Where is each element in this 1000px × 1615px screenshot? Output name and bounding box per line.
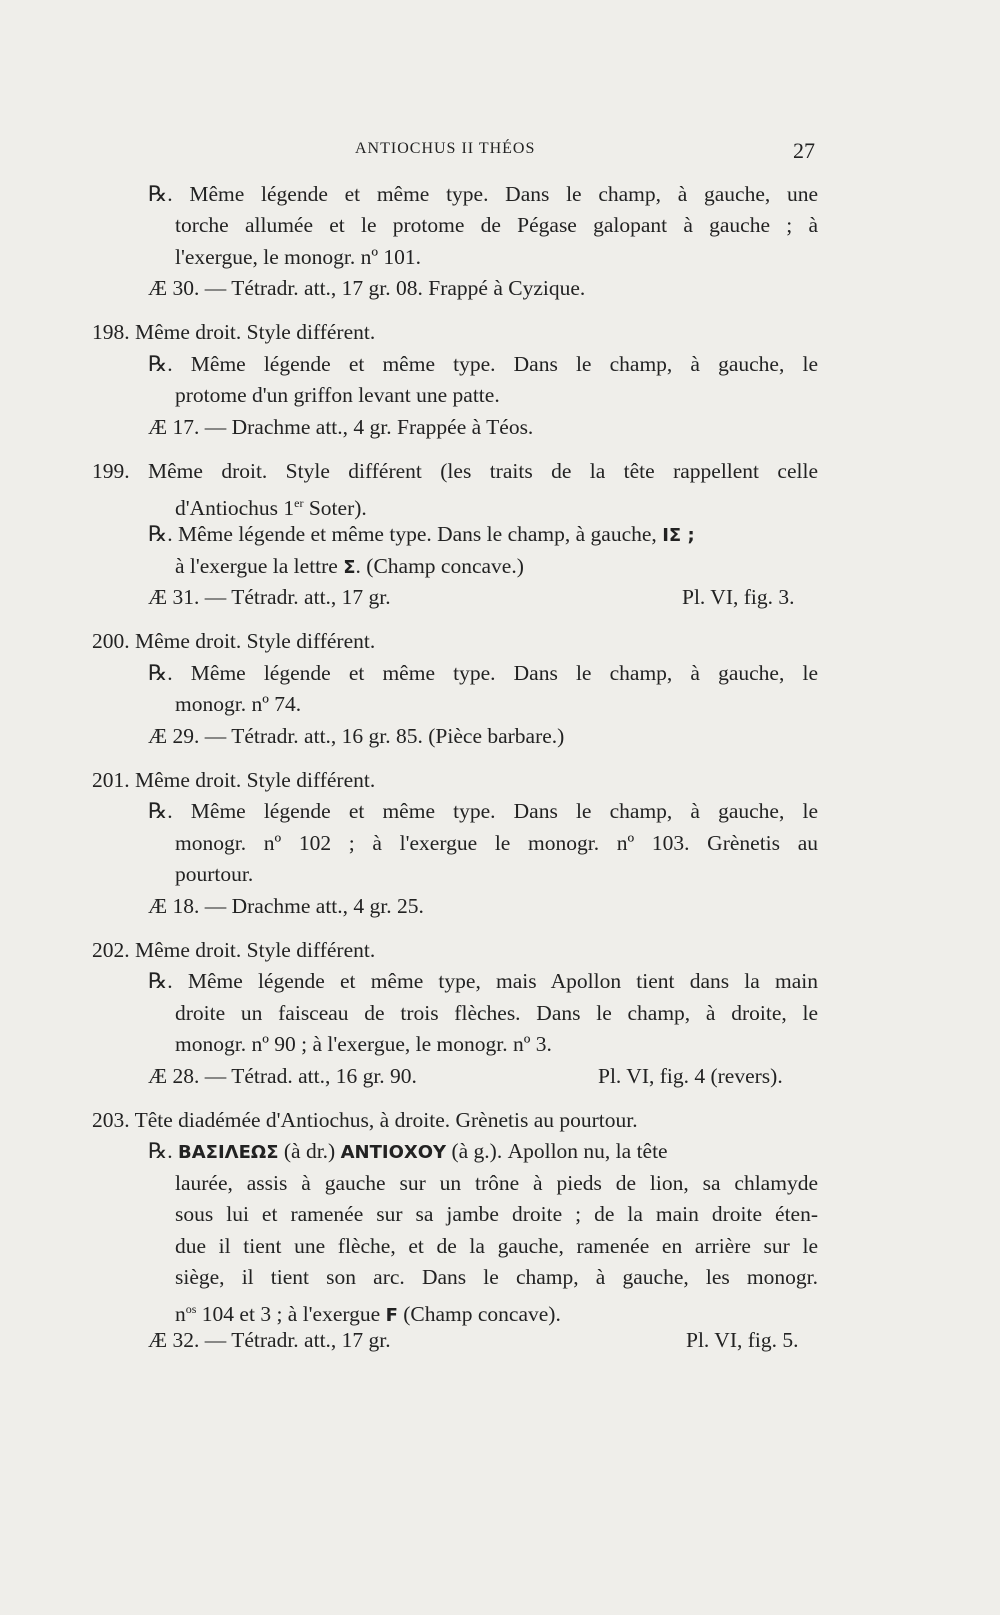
greek-legend: ΑΝΤΙΟΧΟΥ	[340, 1142, 447, 1163]
plate-reference: Pl. VI, fig. 3.	[682, 585, 795, 609]
greek-letters: Σ	[343, 557, 356, 578]
text-line: torche allumée et le protome de Pégase galopant à gauche ; à	[175, 213, 818, 237]
text-line: Æ 28. — Tétrad. att., 16 gr. 90.	[148, 1064, 417, 1088]
greek-legend: ΒΑΣΙΛΕΩΣ	[178, 1142, 279, 1163]
text-line: sous lui et ramenée sur sa jambe droite ; de la main droite éten-	[175, 1202, 818, 1226]
text-line: ℞. Même légende et même type, mais Apollon tient dans la main	[148, 969, 818, 993]
text-line: ℞. Même légende et même type. Dans le champ, à gauche, IΣ ;	[148, 522, 695, 546]
text-line: monogr. nº 90 ; à l'exergue, le monogr. nº 3.	[175, 1032, 552, 1056]
text-line: Æ 29. — Tétradr. att., 16 gr. 85. (Pièce barbare.)	[148, 724, 565, 748]
text-line: monogr. nº 74.	[175, 692, 302, 716]
text-line: Æ 17. — Drachme att., 4 gr. Frappée à Téos.	[148, 415, 534, 439]
text-line: d'Antiochus 1er Soter).	[175, 496, 367, 520]
plate-reference: Pl. VI, fig. 4 (revers).	[598, 1064, 783, 1088]
running-title: ANTIOCHUS II THÉOS	[355, 140, 536, 157]
text-line: ℞. Même légende et même type. Dans le champ, à gauche, une	[148, 182, 818, 206]
text-line: Æ 30. — Tétradr. att., 17 gr. 08. Frappé à Cyzique.	[148, 276, 586, 300]
entry-203-heading: 203. Tête diadémée d'Antiochus, à droite. Grènetis au pourtour.	[92, 1108, 638, 1132]
greek-letters: F	[385, 1305, 398, 1326]
entry-198-heading: 198. Même droit. Style différent.	[92, 320, 376, 344]
plate-reference: Pl. VI, fig. 5.	[686, 1328, 799, 1352]
text-line: Æ 32. — Tétradr. att., 17 gr.	[148, 1328, 391, 1352]
text-line: l'exergue, le monogr. nº 101.	[175, 245, 422, 269]
text-line: laurée, assis à gauche sur un trône à pieds de lion, sa chlamyde	[175, 1171, 818, 1195]
text-line: ℞. Même légende et même type. Dans le champ, à gauche, le	[148, 661, 818, 685]
text-line: droite un faisceau de trois flèches. Dans le champ, à droite, le	[175, 1001, 818, 1025]
entry-199-heading: 199. Même droit. Style différent (les traits de la tête rappellent celle	[92, 459, 818, 483]
text-line: ℞. Même légende et même type. Dans le champ, à gauche, le	[148, 799, 818, 823]
greek-letters: IΣ ;	[662, 525, 695, 546]
page-number: 27	[793, 138, 815, 163]
text-line: Æ 18. — Drachme att., 4 gr. 25.	[148, 894, 424, 918]
text-line: pourtour.	[175, 862, 254, 886]
text-line: siège, il tient son arc. Dans le champ, à gauche, les monogr.	[175, 1265, 818, 1289]
text-line: protome d'un griffon levant une patte.	[175, 383, 500, 407]
entry-202-heading: 202. Même droit. Style différent.	[92, 938, 376, 962]
text-line: Æ 31. — Tétradr. att., 17 gr.	[148, 585, 391, 609]
entry-201-heading: 201. Même droit. Style différent.	[92, 768, 376, 792]
text-line: à l'exergue la lettre Σ. (Champ concave.)	[175, 554, 524, 578]
text-line: due il tient une flèche, et de la gauche, ramenée en arrière sur le	[175, 1234, 818, 1258]
text-line: ℞. Même légende et même type. Dans le champ, à gauche, le	[148, 352, 818, 376]
text-line: monogr. nº 102 ; à l'exergue le monogr. nº 103. Grènetis au	[175, 831, 818, 855]
text-line: ℞. ΒΑΣΙΛΕΩΣ (à dr.) ΑΝΤΙΟΧΟΥ (à g.). Apollon nu, la tête	[148, 1139, 668, 1163]
entry-200-heading: 200. Même droit. Style différent.	[92, 629, 376, 653]
page-header	[0, 140, 1000, 170]
text-line: $n^{os}$ 104 et 3 ; à l'exergue F (Champ concave).	[175, 1302, 561, 1326]
